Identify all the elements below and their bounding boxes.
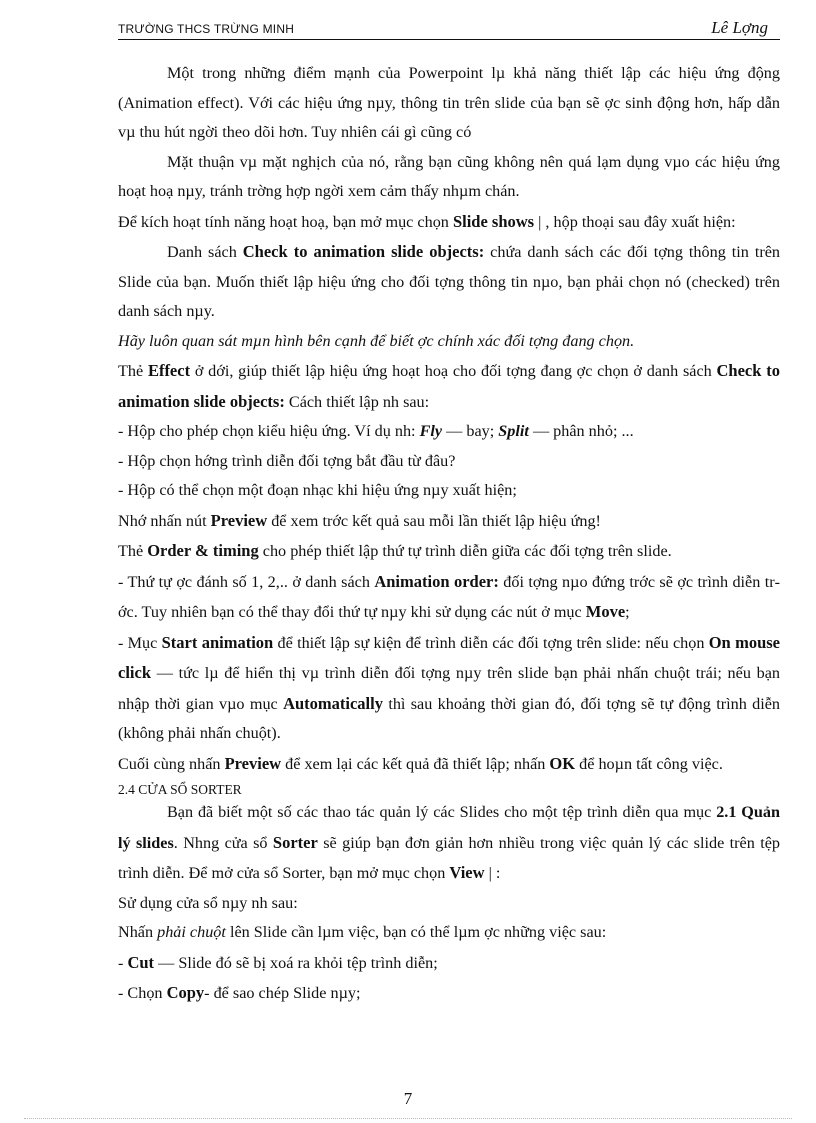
paragraph — [118, 207, 780, 238]
text-run: Thẻ — [118, 542, 148, 560]
text-run: Để kích hoạt tính năng hoạt hoạ, bạn mở mục chọn — [118, 212, 453, 231]
text-run: để thiết lập sự kiện để trình diễn các đối tợng trên slide: nếu chọn — [273, 633, 709, 652]
paragraph — [118, 798, 780, 889]
emphasized-term: Slide shows — [452, 211, 535, 231]
text-run: Bạn đã biết một số các thao tác quản lý các Slides cho một tệp trình diễn qua mục — [167, 803, 717, 821]
paragraph — [118, 237, 780, 327]
page-number: 7 — [403, 1089, 413, 1108]
emphasized-term: Split — [498, 422, 529, 440]
text-run: Một trong những điểm mạnh của Powerpoint lµ khả năng thiết lập các hiệu ứng động (Animation effect). Với các hiệu ứng nµy, thông tin trên slide của bạn sẽ ợc sinh động hơn, hấp dẫn vµ thu hút ngời theo dõi hơn. Tuy nhiên cái gì cũng có — [118, 64, 780, 141]
text-run: - Thứ tự ợc đánh số 1, 2,.. ở danh sách — [118, 572, 375, 591]
text-run: Danh sách — [167, 243, 243, 261]
paragraph — [118, 356, 780, 417]
text-run: ở dới, giúp thiết lập hiệu ứng hoạt hoạ cho đối tợng đang ợc chọn ở danh sách — [190, 362, 717, 380]
paragraph — [118, 889, 780, 919]
page-header — [118, 16, 780, 40]
emphasized-term: Move — [585, 602, 626, 621]
text-run: . Nhng cửa sổ — [173, 833, 273, 852]
text-run: lên Slide cần lµm việc, bạn có thể lµm ợc những việc sau: — [225, 923, 607, 941]
paragraph — [118, 476, 780, 506]
text-run: | , hộp thoại sau đây xuất hiện: — [534, 212, 736, 231]
text-run: Mặt thuận vµ mặt nghịch của nó, rằng bạn cũng không nên quá lạm dụng vµo các hiệu ứng hoạt hoạ nµy, tránh trờng hợp ngời xem cảm thấy nhµm chán. — [118, 152, 780, 200]
text-run: - Hộp chọn hớng trình diễn đối tợng bắt đầu từ đâu? — [118, 451, 456, 470]
text-run: Sử dụng cửa sổ nµy nh sau: — [118, 893, 298, 912]
emphasized-term: Fly — [419, 422, 443, 440]
paragraph — [118, 148, 780, 207]
text-run: - Hộp cho phép chọn kiểu hiệu ứng. Ví dụ nh: — [118, 422, 420, 440]
paragraph — [118, 447, 780, 477]
text-run: Cách thiết lập nh sau: — [284, 392, 430, 411]
section-heading — [118, 781, 780, 798]
emphasized-term: phải chuột — [157, 923, 226, 941]
emphasized-term: Check to animation slide objects: — [242, 242, 485, 261]
header-author-name: Lê Lợng — [711, 18, 768, 37]
text-run: | : — [484, 864, 501, 882]
text-run: - Chọn — [118, 984, 167, 1002]
paragraph — [118, 918, 780, 948]
paragraph — [118, 628, 780, 749]
paragraph — [118, 536, 780, 567]
text-run: Nhấn — [118, 923, 158, 941]
paragraph — [118, 327, 780, 357]
paragraph — [118, 749, 780, 780]
emphasized-term: 2.1 Quản lý slides — [118, 803, 780, 852]
header-school-name: TRƯỜNG THCS TRỪNG MINH — [118, 22, 295, 36]
footer-rule — [24, 1118, 792, 1119]
emphasized-term: Preview — [210, 510, 268, 530]
emphasized-term: Order & timing — [147, 541, 259, 560]
text-run: - Hộp có thể chọn một đoạn nhạc khi hiệu ứng nµy xuất hiện; — [118, 481, 517, 499]
text-run: - Mục — [118, 633, 162, 652]
paragraph — [118, 506, 780, 537]
header-rule — [118, 39, 780, 40]
emphasized-term: View — [449, 863, 485, 882]
emphasized-term: Check to animation slide objects: — [118, 361, 780, 411]
text-run: - — [118, 953, 128, 972]
emphasized-term: Animation order: — [374, 571, 499, 591]
text-run: chứa danh sách các đối tợng thông tin trên Slide của bạn. Muốn thiết lập hiệu ứng cho đối tợng thông tin nµo, bạn phải chọn nó (checked) trên danh sách nµy. — [118, 243, 780, 320]
emphasized-term: Automatically — [283, 693, 383, 713]
document-body — [118, 59, 780, 1009]
text-run: Nhớ nhấn nút — [118, 511, 211, 530]
emphasized-term: Effect — [147, 361, 191, 380]
text-run: - để sao chép Slide nµy; — [204, 984, 361, 1002]
paragraph — [118, 417, 780, 447]
text-run: — bay; — [442, 422, 499, 440]
text-run: thì sau khoảng thời gian đó, đối tợng sẽ tự động trình diễn (không phải nhấn chuột). — [118, 694, 780, 742]
text-run: — Slide đó sẽ bị xoá ra khỏi tệp trình diễn; — [154, 953, 438, 972]
text-run: — phân nhỏ; ... — [528, 422, 634, 440]
paragraph — [118, 978, 780, 1009]
emphasized-term: Start animation — [161, 632, 274, 652]
text-run: Cuối cùng nhấn — [118, 754, 225, 773]
paragraph — [118, 59, 780, 148]
text-run: đối tợng nµo đứng trớc sẽ ợc trình diễn trớc. Tuy nhiên bạn có thể thay đổi thứ tự nµy khi sử dụng các nút ở mục — [118, 572, 780, 621]
emphasized-term: Copy — [166, 983, 205, 1002]
text-run: để xem trớc kết quả sau mỗi lần thiết lập hiệu ứng! — [267, 511, 601, 530]
text-run: để xem lại các kết quả đã thiết lập; nhấn — [281, 754, 550, 773]
emphasized-term: Hãy luôn quan sát mµn hình bên cạnh để biết ợc chính xác đối tợng đang chọn. — [118, 331, 635, 350]
emphasized-term: Preview — [224, 753, 282, 773]
text-run: 2.4 CỬA SỔ SORTER — [118, 782, 242, 797]
emphasized-term: Cut — [127, 952, 155, 972]
paragraph — [118, 948, 780, 979]
emphasized-term: OK — [549, 753, 576, 773]
emphasized-term: Sorter — [272, 832, 318, 852]
text-run: ; — [625, 603, 630, 621]
text-run: để hoµn tất công việc. — [575, 754, 723, 773]
text-run: Thẻ — [118, 362, 148, 380]
text-run: — tức lµ để hiển thị vµ trình diễn đối tợng nµy trên slide bạn phải nhấn chuột trái; nếu bạn nhập thời gian vµo mục — [118, 664, 780, 713]
text-run: cho phép thiết lập thứ tự trình diễn giữa các đối tợng trên slide. — [258, 542, 672, 560]
emphasized-term: On mouse click — [118, 632, 781, 682]
text-run: sẽ giúp bạn đơn giản hơn nhiều trong việc quản lý các slide trên tệp trình diễn. Để mở cửa sổ Sorter, bạn mở mục chọn — [118, 833, 780, 882]
paragraph — [118, 567, 780, 628]
